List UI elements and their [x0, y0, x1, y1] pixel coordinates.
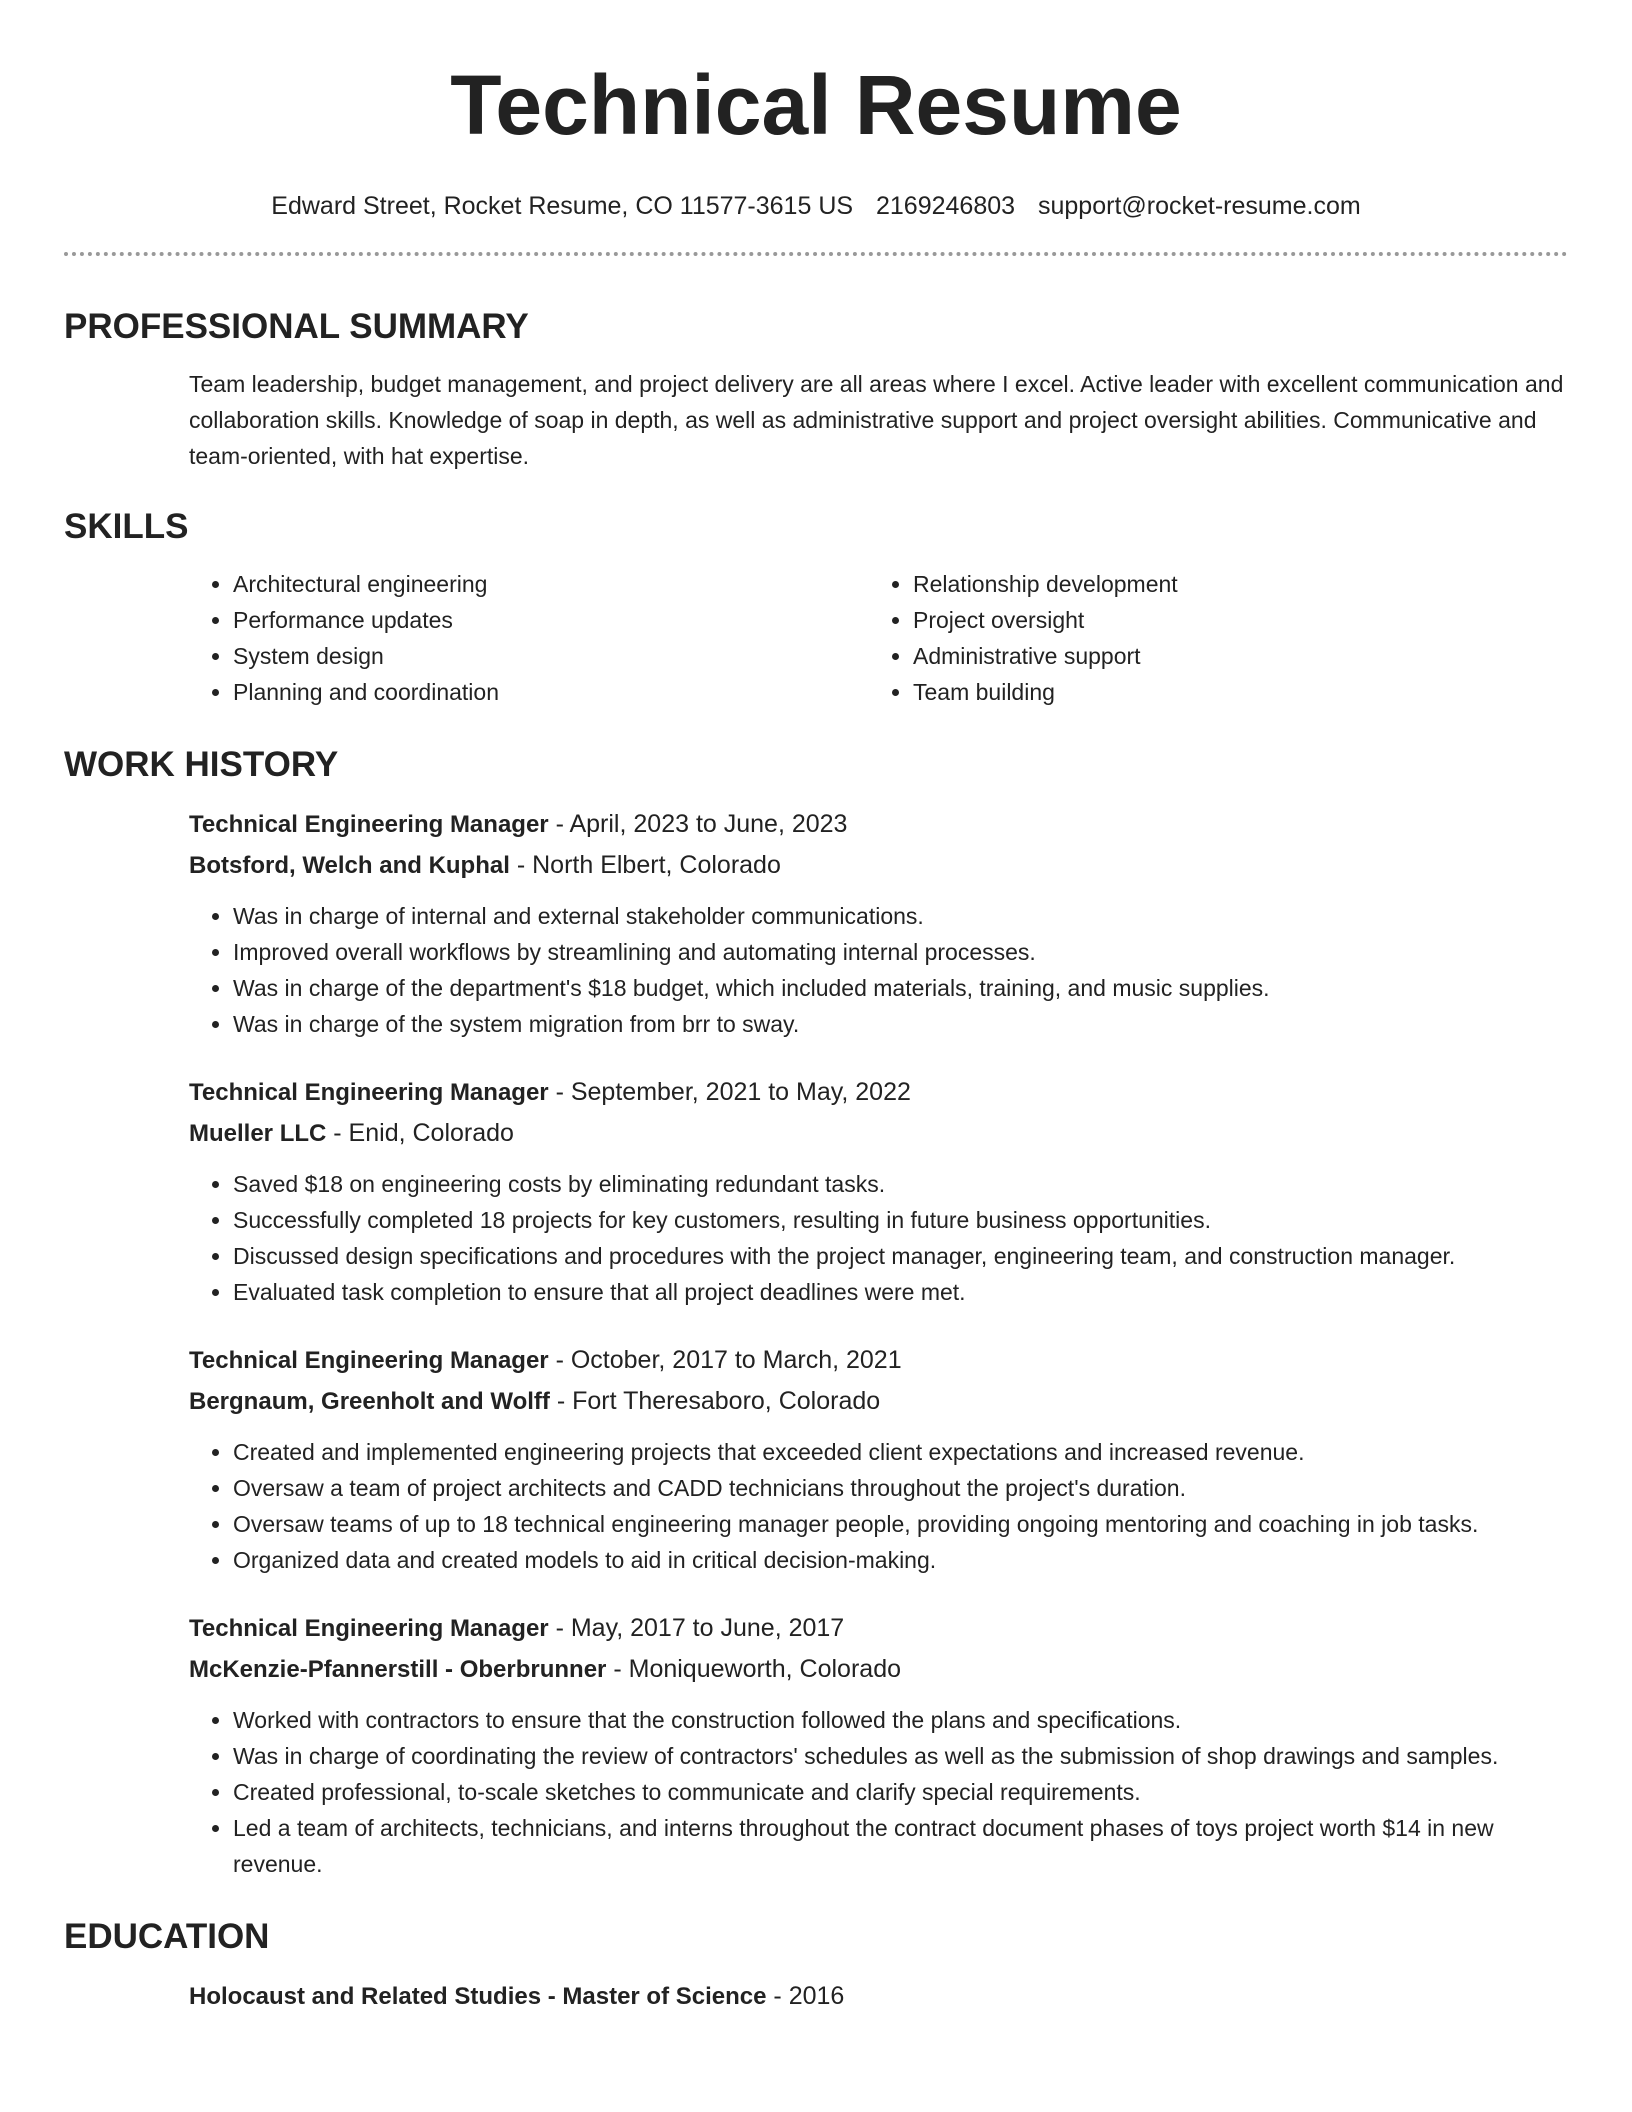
skill-item: • Architectural engineering [233, 566, 869, 602]
contact-address: Edward Street, Rocket Resume, CO 11577-3615 US [271, 192, 854, 220]
job-role: Technical Engineering Manager [189, 1079, 549, 1106]
skills-list-right [869, 566, 1549, 710]
summary-text: Team leadership, budget management, and project delivery are all areas where I excel. Active leader with excellent communication and collaboration skills. Knowledge of soap in depth, as well as administrative support and project oversight abilities. Communicative and team-oriented, with hat expertise. [189, 371, 1564, 469]
job-location: - North Elbert, Colorado [509, 851, 781, 879]
contact-line [0, 188, 1632, 224]
skill-item: • Planning and coordination [233, 674, 869, 710]
job-bullet: • Created and implemented engineering projects that exceeded client expectations and increased revenue. [233, 1434, 1568, 1470]
skills-list-left [189, 566, 869, 710]
job-bullet: • Was in charge of internal and external stakeholder communications. [233, 898, 1568, 934]
resume-name: Technical Resume [450, 58, 1182, 152]
job-entry [189, 804, 1568, 1042]
summary-title: PROFESSIONAL SUMMARY [64, 307, 529, 346]
job-company: McKenzie-Pfannerstill - Oberbrunner [189, 1656, 607, 1683]
skill-item: • Administrative support [913, 638, 1549, 674]
contact-email: support@rocket-resume.com [1038, 192, 1361, 220]
job-dates: - September, 2021 to May, 2022 [548, 1078, 911, 1106]
job-entry [189, 1608, 1568, 1882]
skills-section [64, 502, 1568, 710]
skill-item: • System design [233, 638, 869, 674]
job-bullet: • Worked with contractors to ensure that the construction followed the plans and specifications. [233, 1702, 1568, 1738]
job-role: Technical Engineering Manager [189, 1347, 549, 1374]
job-bullet: • Organized data and created models to aid in critical decision-making. [233, 1542, 1568, 1578]
work-history-section [64, 740, 1568, 1882]
contact-phone: 2169246803 [876, 192, 1016, 220]
job-bullets [189, 898, 1568, 1042]
job-location: - Enid, Colorado [326, 1119, 514, 1147]
job-entry [189, 1340, 1568, 1578]
skill-item: • Relationship development [913, 566, 1549, 602]
job-bullet: • Oversaw teams of up to 18 technical engineering manager people, providing ongoing mentoring and coaching in job tasks. [233, 1506, 1568, 1542]
summary-section [64, 302, 1568, 474]
job-dates: - April, 2023 to June, 2023 [548, 810, 848, 838]
education-year: - 2016 [766, 1982, 845, 2010]
job-company: Bergnaum, Greenholt and Wolff [189, 1388, 550, 1415]
job-company: Mueller LLC [189, 1120, 327, 1147]
skill-item: • Team building [913, 674, 1549, 710]
job-role: Technical Engineering Manager [189, 811, 549, 838]
job-bullet: • Was in charge of the system migration from brr to sway. [233, 1006, 1568, 1042]
job-bullets [189, 1166, 1568, 1310]
job-role: Technical Engineering Manager [189, 1615, 549, 1642]
job-bullet: • Discussed design specifications and procedures with the project manager, engineering team, and construction manager. [233, 1238, 1568, 1274]
job-dates: - May, 2017 to June, 2017 [548, 1614, 845, 1642]
education-section [64, 1912, 1568, 2017]
skill-item: • Project oversight [913, 602, 1549, 638]
job-bullet: • Was in charge of the department's $18 budget, which included materials, training, and music supplies. [233, 970, 1568, 1006]
job-bullet: • Was in charge of coordinating the review of contractors' schedules as well as the submission of shop drawings and samples. [233, 1738, 1568, 1774]
job-bullet: • Led a team of architects, technicians, and interns throughout the contract document phases of toys project worth $14 in new revenue. [233, 1810, 1568, 1882]
resume-header [0, 0, 1632, 224]
job-bullet: • Successfully completed 18 projects for key customers, resulting in future business opportunities. [233, 1202, 1568, 1238]
job-location: - Moniqueworth, Colorado [606, 1655, 901, 1683]
skills-title: SKILLS [64, 507, 189, 546]
job-entry [189, 1072, 1568, 1310]
job-company: Botsford, Welch and Kuphal [189, 852, 510, 879]
work-history-title: WORK HISTORY [64, 745, 339, 784]
job-bullets [189, 1434, 1568, 1578]
header-divider [64, 252, 1568, 256]
education-title: EDUCATION [64, 1917, 270, 1956]
skill-item: • Performance updates [233, 602, 869, 638]
job-bullets [189, 1702, 1568, 1882]
education-degree: Holocaust and Related Studies - Master of Science [189, 1983, 767, 2010]
job-dates: - October, 2017 to March, 2021 [548, 1346, 902, 1374]
job-bullet: • Oversaw a team of project architects and CADD technicians throughout the project's duration. [233, 1470, 1568, 1506]
job-location: - Fort Theresaboro, Colorado [549, 1387, 881, 1415]
job-bullet: • Created professional, to-scale sketches to communicate and clarify special requirements. [233, 1774, 1568, 1810]
job-bullet: • Evaluated task completion to ensure that all project deadlines were met. [233, 1274, 1568, 1310]
job-bullet: • Improved overall workflows by streamlining and automating internal processes. [233, 934, 1568, 970]
job-bullet: • Saved $18 on engineering costs by eliminating redundant tasks. [233, 1166, 1568, 1202]
